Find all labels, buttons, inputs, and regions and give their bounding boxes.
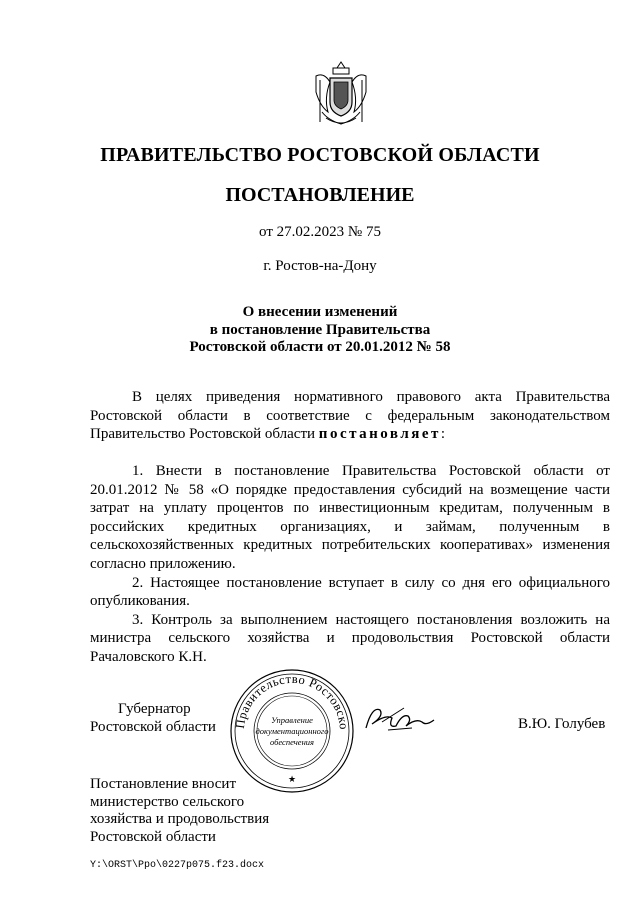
item-2: 2. Настоящее постановление вступает в силу со дня его официального опубликования. — [90, 574, 610, 610]
stamp-inner-line-3: обеспечения — [269, 737, 315, 747]
preamble-keyword: постановляет — [318, 426, 441, 443]
title-line-1: О внесении изменений — [242, 304, 398, 320]
stamp-inner-line-2: документационного — [255, 726, 329, 736]
items-block — [90, 462, 610, 667]
note-line-3: хозяйства и продовольствия — [90, 811, 270, 827]
position-line-2: Ростовской области — [90, 719, 216, 735]
note-line-2: министерство сельского — [90, 793, 245, 810]
title-line-3: Ростовской области от 20.01.2012 № 58 — [189, 339, 451, 355]
preamble-paragraph — [90, 388, 610, 444]
title-line-2: в постановление Правительства — [209, 321, 431, 338]
date-number: от 27.02.2023 № 75 — [259, 224, 381, 240]
signature-position — [90, 700, 216, 736]
stamp-outer-text: Правительство Ростовско — [232, 671, 352, 731]
city: г. Ростов-на-Дону — [263, 258, 377, 274]
item-1: 1. Внести в постановление Правительства Ростовской области от 20.01.2012 № 58 «О порядке предоставления субсидий на возмещение части затрат на уплату процентов по инвестиционным кредитам, полученным в российских кредитных организациях, и займам, полученным в сельскохозяйственных кредитных потребительских кооперативах» изменения согласно приложению. — [90, 463, 610, 572]
note-line-4: Ростовской области — [90, 828, 216, 845]
signatory-name: В.Ю. Голубев — [518, 716, 606, 732]
note-line-1: Постановление вносит — [90, 776, 237, 792]
item-3: 3. Контроль за выполнением настоящего постановления возложить на министра сельского хозяйства и продовольствия Ростовской области Рачаловского К.Н. — [90, 611, 610, 665]
document-type-heading: ПОСТАНОВЛЕНИЕ — [225, 184, 415, 206]
coat-of-arms-emblem — [312, 60, 370, 130]
file-path: Y:\ORST\Ppo\0227p075.f23.docx — [90, 860, 265, 871]
stamp-star-icon: ★ — [287, 774, 297, 784]
position-line-1: Губернатор — [118, 701, 191, 717]
preamble-main: В целях приведения нормативного правового акта Правительства Ростовской области в соответствие с федеральным законодательством Правительство Ростовской области — [90, 389, 610, 443]
document-title — [0, 304, 640, 357]
submitted-by-note — [90, 776, 269, 846]
handwritten-signature — [362, 700, 442, 736]
government-heading: ПРАВИТЕЛЬСТВО РОСТОВСКОЙ ОБЛАСТИ — [100, 144, 540, 166]
preamble-text — [90, 388, 610, 444]
preamble-end: : — [440, 426, 446, 443]
stamp-inner-line-1: Управление — [271, 715, 313, 725]
